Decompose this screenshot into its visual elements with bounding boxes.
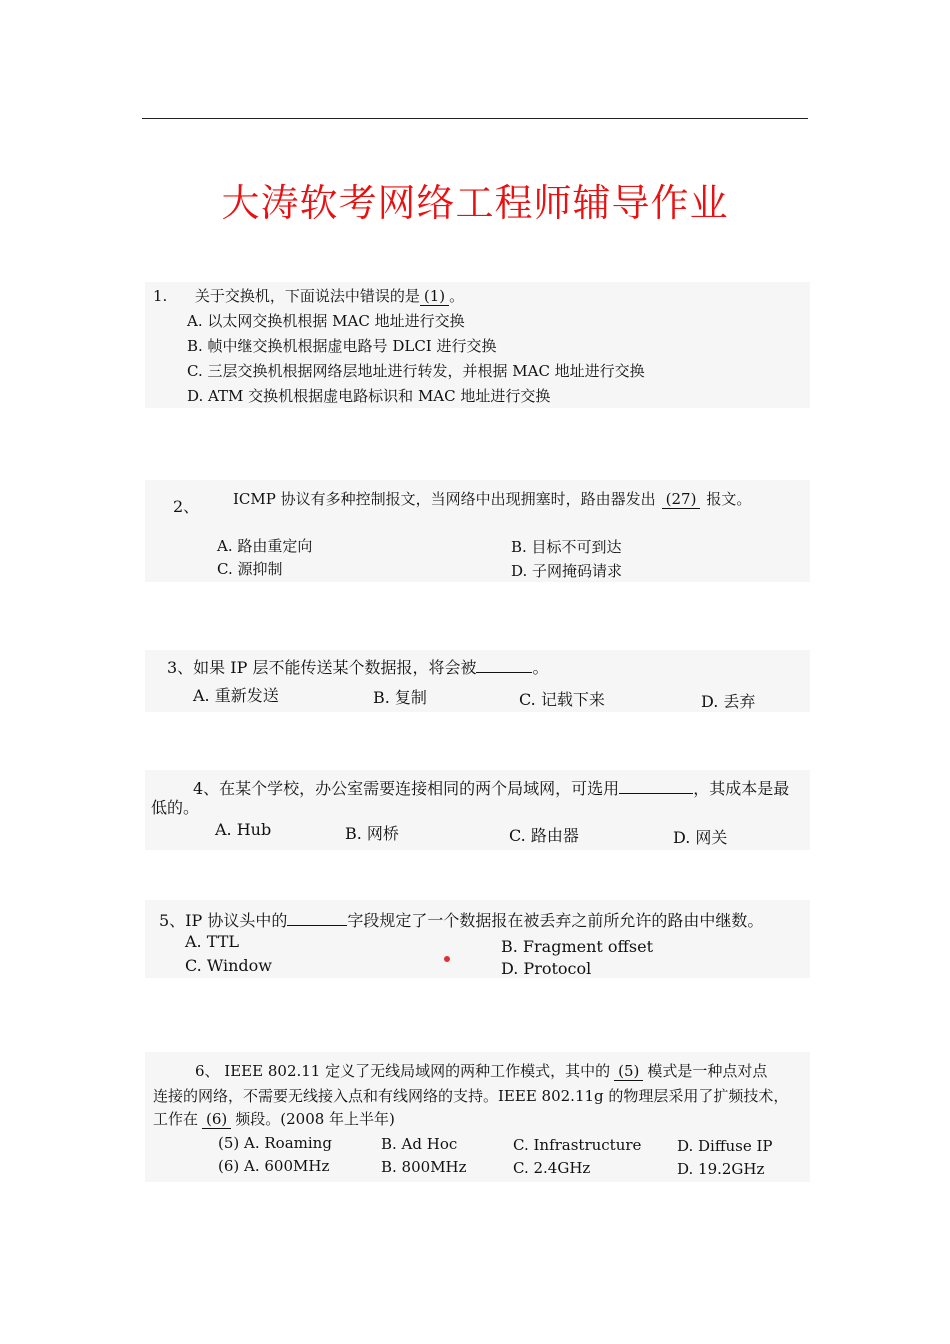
option-a: A. 路由重定向 (217, 537, 313, 555)
stem-end: 报文。 (706, 490, 752, 508)
question-1-stem (153, 285, 464, 306)
stem-text: 关于交换机，下面说法中错误的是 (194, 287, 420, 305)
question-2-number: 2、 (173, 497, 200, 516)
option-b: B. Fragment offset (501, 937, 654, 956)
question-4-stem-line2: 低的。 (151, 798, 200, 817)
question-6-line2: 连接的网络，不需要无线接入点和有线网络的支持。IEEE 802.11g 的物理层采用了扩频技术， (153, 1087, 789, 1105)
stem-text-2: 模式是一种点对点 (647, 1062, 768, 1080)
option-d: D. 丢弃 (701, 692, 756, 711)
option-a: A. TTL (185, 932, 239, 951)
question-3-stem (167, 655, 548, 678)
stem-end: ，其成本是最 (693, 779, 790, 798)
option-a: A. 以太网交换机根据 MAC 地址进行交换 (187, 312, 465, 330)
option-6a: (6) A. 600MHz (218, 1157, 330, 1175)
answer-blank: (1) (420, 287, 449, 306)
stem-end: 。 (449, 287, 465, 305)
question-1 (145, 282, 810, 408)
question-2-stem (233, 488, 751, 509)
question-6-line1 (195, 1060, 767, 1081)
option-c: C. 源抑制 (217, 560, 283, 578)
stem-text: ICMP 协议有多种控制报文，当网络中出现拥塞时，路由器发出 (233, 490, 656, 508)
option-5b: B. Ad Hoc (381, 1135, 458, 1153)
option-b: B. 复制 (373, 688, 427, 707)
option-d: D. 网关 (673, 828, 728, 847)
option-5d: D. Diffuse IP (677, 1137, 773, 1155)
question-6 (145, 1052, 810, 1182)
answer-blank (287, 911, 347, 926)
stem-text: 5、IP 协议头中的 (159, 911, 288, 930)
stem-end: 字段规定了一个数据报在被丢弃之前所允许的路由中继数。 (347, 911, 764, 930)
option-b: B. 网桥 (345, 824, 399, 843)
stem-text-2: 频段。(2008 年上半年) (235, 1110, 395, 1128)
option-5a: (5) A. Roaming (218, 1134, 332, 1152)
question-6-line3 (153, 1108, 395, 1129)
question-4-stem (193, 776, 789, 799)
header-rule (142, 118, 808, 119)
question-5 (145, 900, 810, 978)
option-d: D. ATM 交换机根据虚电路标识和 MAC 地址进行交换 (187, 387, 551, 405)
option-d: D. 子网掩码请求 (511, 562, 623, 580)
option-c: C. 记载下来 (519, 690, 605, 709)
option-5c: C. Infrastructure (513, 1136, 642, 1154)
answer-blank-6: (6) (202, 1110, 231, 1129)
question-4 (145, 770, 810, 850)
option-a: A. 重新发送 (193, 686, 279, 705)
stem-text: 6、 IEEE 802.11 定义了无线局域网的两种工作模式，其中的 (195, 1062, 611, 1080)
option-b: B. 目标不可到达 (511, 538, 622, 556)
answer-blank: (27) (662, 490, 701, 509)
question-3 (145, 650, 810, 712)
stem-text: 4、在某个学校，办公室需要连接相同的两个局域网，可选用 (193, 779, 620, 798)
option-b: B. 帧中继交换机根据虚电路号 DLCI 进行交换 (187, 337, 497, 355)
option-c: C. 三层交换机根据网络层地址进行转发，并根据 MAC 地址进行交换 (187, 362, 645, 380)
page-title: 大涛软考网络工程师辅导作业 (221, 181, 729, 225)
stem-end: 。 (532, 658, 549, 677)
answer-blank (476, 658, 532, 673)
option-a: A. Hub (215, 820, 272, 839)
option-c: C. Window (185, 956, 272, 975)
red-dot-mark (444, 956, 450, 962)
option-6d: D. 19.2GHz (677, 1160, 765, 1178)
option-c: C. 路由器 (509, 826, 579, 845)
question-5-stem (159, 908, 763, 931)
stem-text: 3、如果 IP 层不能传送某个数据报，将会被 (167, 658, 477, 677)
question-number: 1. (153, 287, 168, 305)
option-6c: C. 2.4GHz (513, 1159, 591, 1177)
answer-blank (619, 779, 693, 794)
question-2 (145, 480, 810, 582)
option-6b: B. 800MHz (381, 1158, 467, 1176)
stem-text: 工作在 (153, 1110, 199, 1128)
option-d: D. Protocol (501, 959, 592, 978)
answer-blank-5: (5) (614, 1062, 643, 1081)
